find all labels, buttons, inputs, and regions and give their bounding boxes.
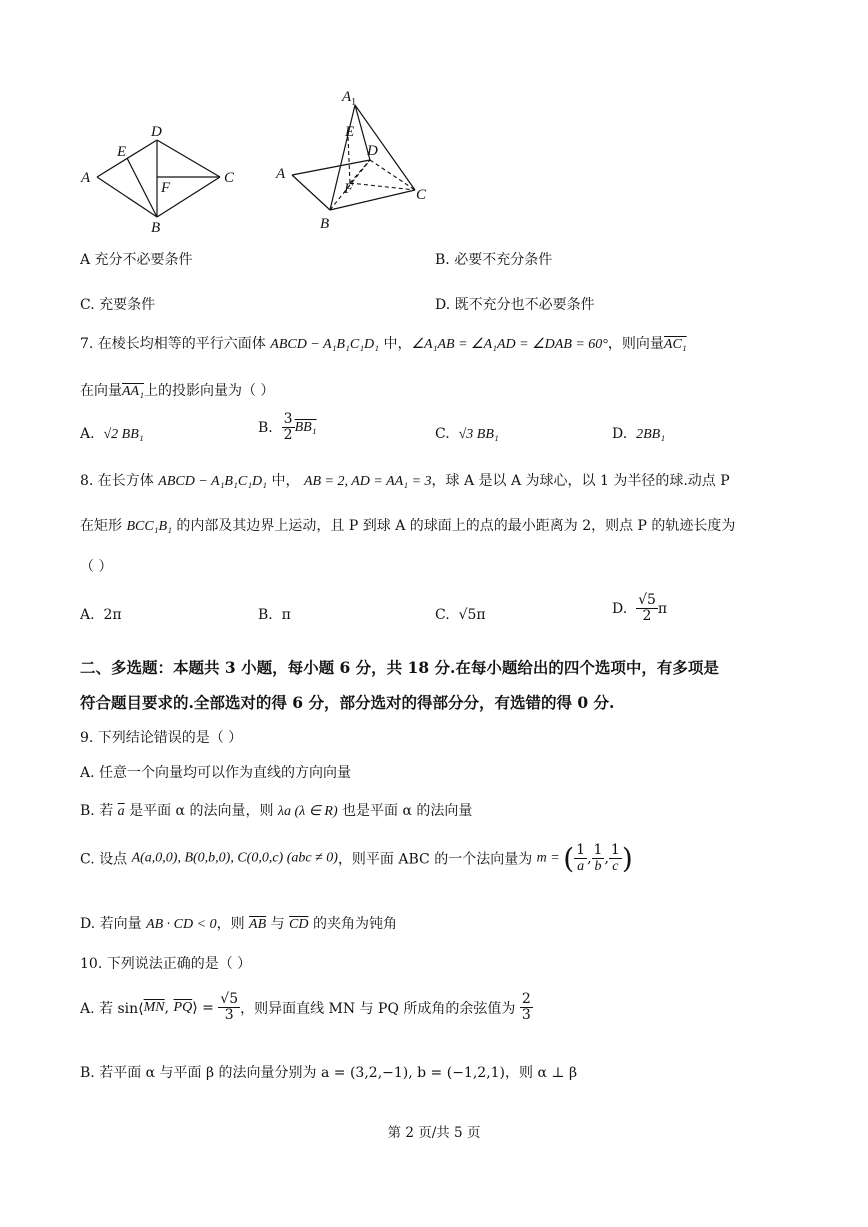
fig1-label-f: F [161, 180, 171, 196]
q6-option-d[interactable]: D. 既不充分也不必要条件 [435, 297, 595, 313]
fig1-label-c: C [224, 170, 235, 186]
q9-option-a[interactable]: A. 任意一个向量均可以作为直线的方向向量 [80, 765, 352, 781]
q8-stem-line1: 8. 在长方体 ABCD − A₁B₁C₁D₁ 中， AB = 2, AD = AA₁ = 3，球 A 是以 A 为球心，以 1 为半径的球.动点 P [80, 473, 730, 489]
q7-stem-line2: 在向量AA₁上的投影向量为（ ） [80, 383, 275, 399]
q7-option-d[interactable]: D. 2BB₁ [612, 426, 666, 442]
fig1-label-b: B [151, 220, 161, 235]
q8-stem-line2: 在矩形 BCC₁B₁ 的内部及其边界上运动，且 P 到球 A 的球面上的点的最小距离为 2，则点 P 的轨迹长度为 [80, 518, 736, 534]
fig2-label-a: A [276, 166, 286, 182]
fig1-label-e: E [117, 144, 127, 160]
fig2-label-c: C [416, 187, 427, 203]
fig2-label-a1: $A_1$ [342, 89, 357, 108]
q7-stem-line1: 7. 在棱长均相等的平行六面体 ABCD − A₁B₁C₁D₁ 中，∠A₁AB = ∠A₁AD = ∠DAB = 60°，则向量AC₁ [80, 336, 687, 352]
page-footer: 第 2 页/共 5 页 [387, 1125, 481, 1141]
q10-stem: 10. 下列说法正确的是（ ） [80, 956, 252, 972]
fig2-label-e: E [345, 124, 355, 140]
q9-stem: 9. 下列结论错误的是（ ） [80, 730, 243, 746]
section2-heading-line2: 符合题目要求的.全部选对的得 6 分，部分选对的得部分分，有选错的得 0 分. [80, 693, 615, 712]
fig1-label-a: A [81, 170, 91, 186]
q8-option-b[interactable]: B. π [258, 607, 291, 623]
fig2-label-b: B [320, 216, 330, 232]
q10-option-b[interactable]: B. 若平面 α 与平面 β 的法向量分别为 a = (3,2,−1), b = (−1,2,1)，则 α ⊥ β [80, 1065, 578, 1081]
q9-option-c[interactable]: C. 设点 A(a,0,0), B(0,b,0), C(0,0,c) (abc ≠ 0)，则平面 ABC 的一个法向量为 m = ( $\frac{1}{a}$ , $\frac{1}{b}$ , $\frac{1}{c}$ ) [80, 841, 633, 875]
q7-option-c[interactable]: C. √3 BB₁ [435, 426, 499, 442]
q8-option-a[interactable]: A. 2π [80, 607, 122, 623]
q10-option-a[interactable]: A. 若 $\sin⟨\overline{MN}$, $\overline{PQ}⟩$ = $\frac{√5}{3}$ ，则异面直线 MN 与 PQ 所成角的余弦值为 $\frac{2}{3}$ [80, 991, 531, 1024]
section2-heading-line1: 二、多选题：本题共 3 小题，每小题 6 分，共 18 分.在每小题给出的四个选项中，有多项是 [80, 658, 719, 677]
q8-option-d[interactable]: D. $\frac{√5}{2}$ π [612, 592, 668, 625]
q9-option-b[interactable]: B. 若 $\overline{a}$ 是平面 α 的法向量，则 λa (λ ∈ R) 也是平面 α 的法向量 [80, 803, 473, 819]
fig1-label-d: D [151, 124, 162, 140]
fig2-label-f: F [344, 181, 354, 197]
q7-option-a[interactable]: A. √2 BB₁ [80, 426, 144, 442]
figure-tetrahedron [270, 85, 440, 235]
q7-option-b[interactable]: B. $\frac{3}{2}$ BB₁ [258, 411, 317, 444]
figure-rhombus [75, 120, 245, 235]
q8-stem-line3: （ ） [80, 559, 113, 575]
q6-option-b[interactable]: B. 必要不充分条件 [435, 252, 553, 268]
q6-option-c[interactable]: C. 充要条件 [80, 297, 156, 313]
q8-option-c[interactable]: C. √5π [435, 607, 486, 623]
q6-option-a[interactable]: A 充分不必要条件 [80, 252, 193, 268]
q9-option-d[interactable]: D. 若向量 AB · CD < 0，则 $\overline{AB}$ 与 $\overline{CD}$ 的夹角为钝角 [80, 916, 397, 932]
fig2-label-d: D [367, 143, 378, 159]
